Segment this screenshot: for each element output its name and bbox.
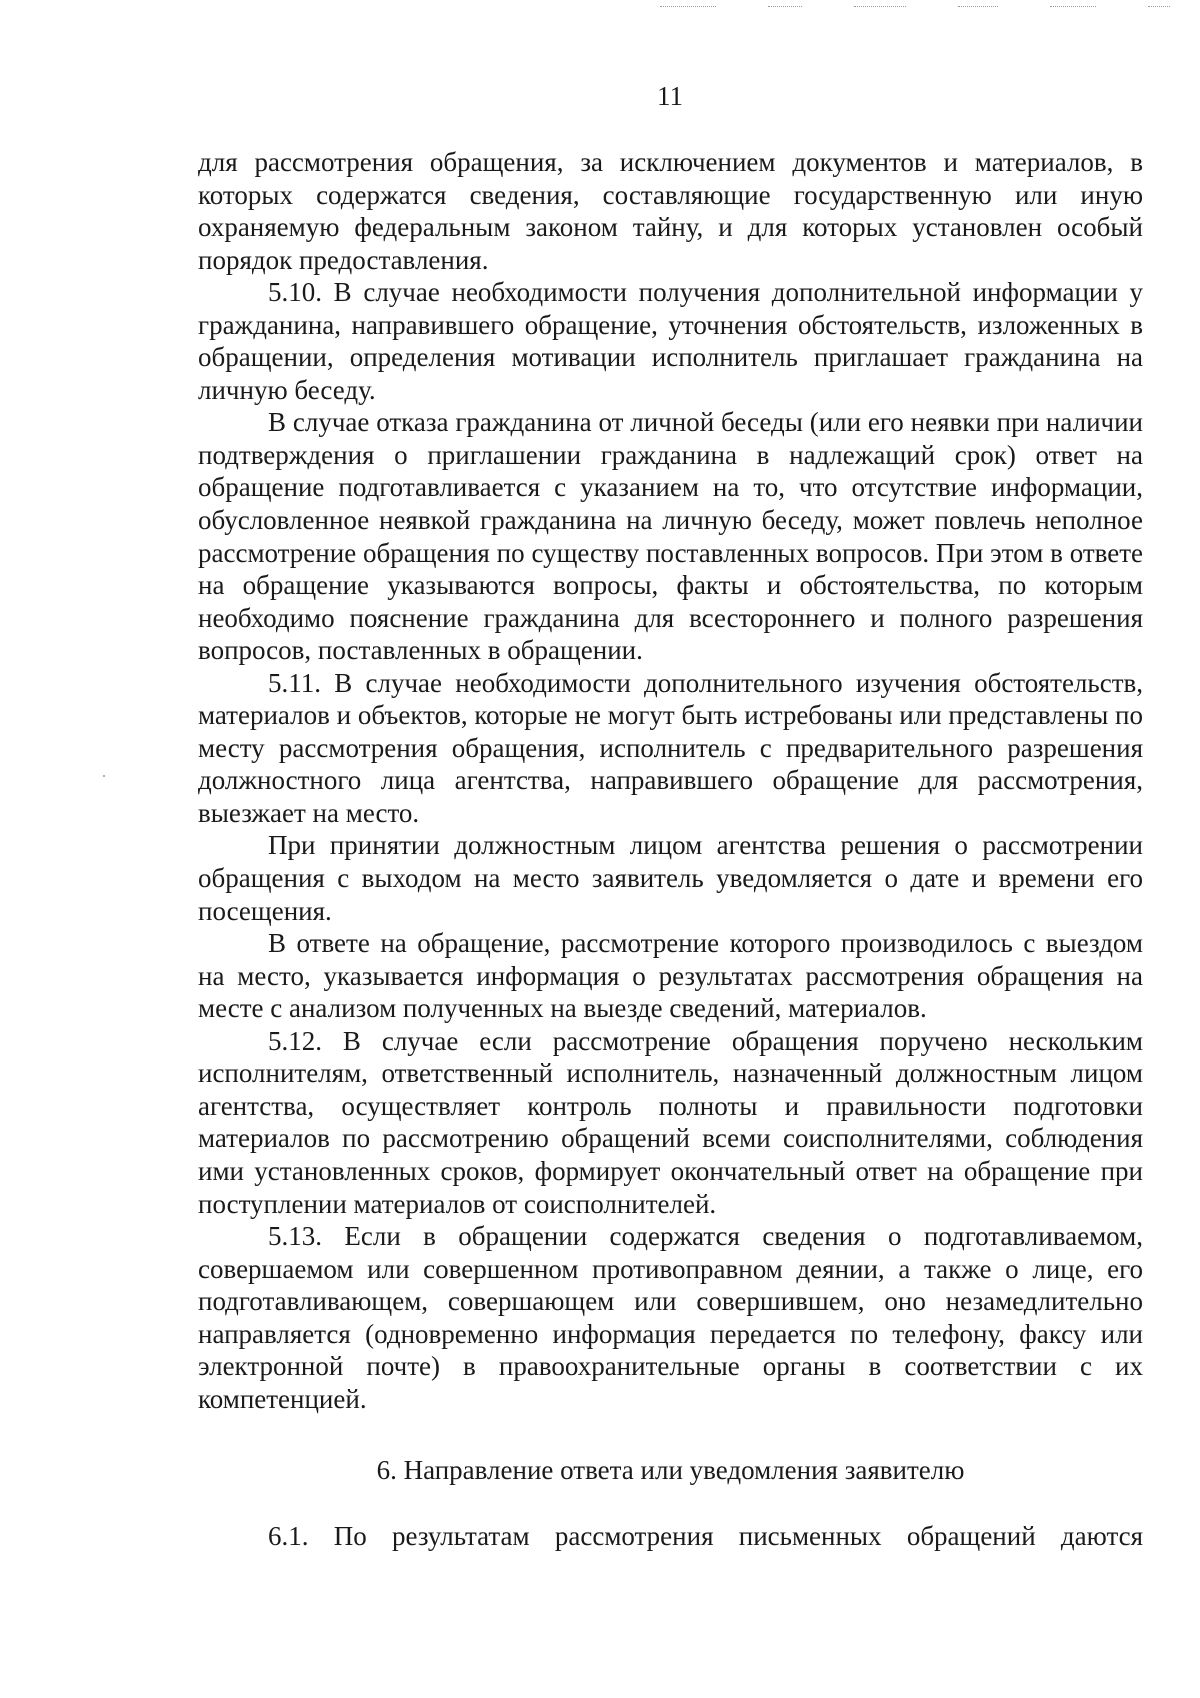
paragraph-5-12: 5.12. В случае если рассмотрение обращения поручено нескольким исполнителям, ответственный исполнитель, назначенный должностным лицом агентства, осуществляет контроль полноты и правильности подготовки материалов по рассмотрению обращений всеми соисполнителями, соблюдения ими установленных сроков, формирует окончательный ответ на обращение при поступлении материалов от соисполнителей.	[198, 1025, 1143, 1219]
page-number: 11	[657, 81, 683, 111]
paragraph-continuation: для рассмотрения обращения, за исключением документов и материалов, в которых содержатся сведения, составляющие государственную или иную охраняемую федеральным законом тайну, и для которых установлен особый порядок предоставления.	[198, 147, 1143, 275]
section-heading: 6. Направление ответа или уведомления заявителю	[376, 1455, 965, 1486]
scan-artifact-dot	[103, 775, 105, 777]
paragraph-5-13: 5.13. Если в обращении содержатся сведения о подготавливаемом, совершаемом или совершенном противоправном деянии, а также о лице, его подготавливающем, совершающем или совершившем, оно незамедлительно направляется (одновременно информация передается по телефону, факсу или электронной почте) в правоохранительные органы в соответствии с их компетенцией.	[198, 1221, 1143, 1414]
paragraph-5-10: 5.10. В случае необходимости получения дополнительной информации у гражданина, направившего обращение, уточнения обстоятельств, изложенных в обращении, определения мотивации исполнитель приглашает гражданина на личную беседу.	[198, 277, 1143, 405]
paragraph-site-visit-answer: В ответе на обращение, рассмотрение которого производилось с выездом на место, указывается информация о результатах рассмотрения обращения на месте с анализом полученных на выезде сведений, материалов.	[198, 928, 1143, 1024]
paragraph-5-11: 5.11. В случае необходимости дополнительного изучения обстоятельств, материалов и объектов, которые не могут быть истребованы или представлены по месту рассмотрения обращения, исполнитель с предварительного разрешения должностного лица агентства, направившего обращение для рассмотрения, выезжает на место.	[198, 667, 1143, 828]
paragraph-6-1: 6.1. По результатам рассмотрения письменных обращений даются	[268, 1521, 1143, 1552]
paragraph-site-visit-decision: При принятии должностным лицом агентства решения о рассмотрении обращения с выходом на место заявитель уведомляется о дате и времени его посещения.	[198, 830, 1143, 926]
paragraph-refusal: В случае отказа гражданина от личной беседы (или его неявки при наличии подтверждения о приглашении гражданина в надлежащий срок) ответ на обращение подготавливается с указанием на то, что отсутствие информации, обусловленное неявкой гражданина на личную беседу, может повлечь неполное рассмотрение обращения по существу поставленных вопросов. При этом в ответе на обращение указываются вопросы, факты и обстоятельства, по которым необходимо пояснение гражданина для всестороннего и полного разрешения вопросов, поставленных в обращении.	[198, 407, 1143, 666]
scan-artifact-marks	[660, 6, 1170, 10]
document-body	[198, 146, 1143, 1553]
